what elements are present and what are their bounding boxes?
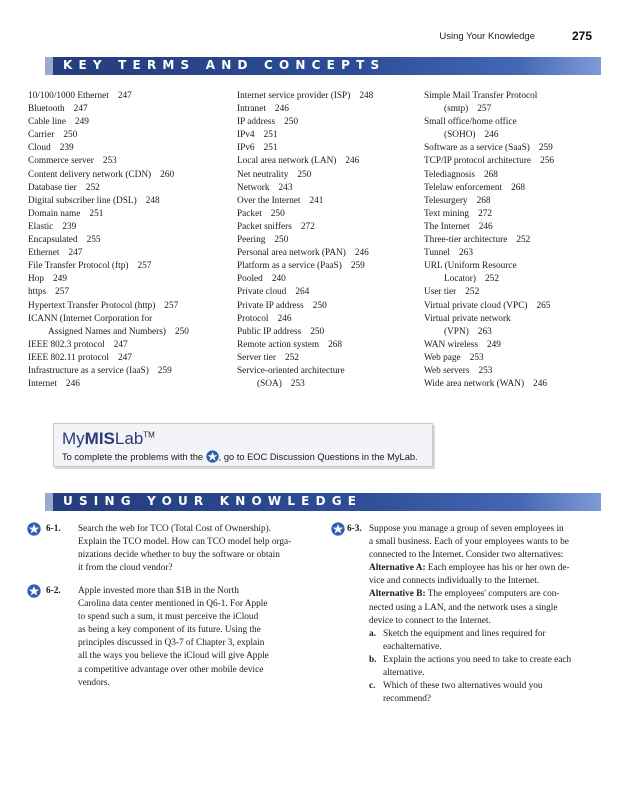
term-entry	[424, 378, 554, 391]
text-line: Carolina data center mentioned in Q6-1. For Apple	[78, 599, 268, 610]
text-line: vendors.	[78, 677, 110, 688]
term-page: 247	[118, 352, 132, 363]
term-entry	[237, 116, 373, 129]
term-page: 250	[274, 235, 289, 246]
term-name: Over the Internet	[237, 195, 301, 206]
term-page: 257	[137, 261, 152, 272]
term-entry	[424, 365, 554, 378]
term-entry	[28, 313, 189, 326]
term-entry	[28, 365, 189, 378]
term-name: Software as a service (SaaS)	[424, 143, 530, 154]
alternative-text: vice and connects individually to the Internet.	[369, 576, 540, 587]
page-number: 275	[571, 29, 592, 43]
term-name: Private cloud	[237, 287, 287, 298]
question-number: 6-3.	[347, 524, 362, 534]
term-entry	[424, 116, 554, 129]
sub-question-text: Which of these two alternatives would you	[383, 681, 543, 692]
term-name: Simple Mail Transfer Protocol	[424, 91, 538, 101]
term-page: 255	[86, 235, 101, 246]
term-page: 246	[484, 130, 499, 141]
sub-question	[369, 628, 593, 654]
term-name: Telediagnosis	[424, 169, 475, 180]
text-line: to spend such a sum, it must perceive the iCloud	[78, 612, 259, 623]
term-entry	[237, 326, 373, 339]
term-page: 259	[157, 365, 172, 376]
term-page: 246	[478, 221, 493, 232]
term-page: 268	[328, 339, 343, 350]
term-page: 260	[160, 169, 175, 180]
term-page: 252	[85, 182, 100, 193]
text-line: all the ways you believe the iCloud will give Apple	[78, 651, 269, 662]
term-entry	[237, 273, 373, 286]
text-line: it from the cloud vendor?	[78, 563, 173, 574]
term-name: Database tier	[28, 182, 77, 193]
term-page: 268	[511, 182, 526, 193]
term-page: 264	[295, 287, 310, 298]
term-entry	[28, 339, 189, 352]
term-name: Tunnel	[424, 248, 451, 259]
key-terms-banner	[53, 57, 601, 75]
term-name: Hypertext Transfer Protocol (http)	[28, 300, 156, 311]
term-page: 239	[59, 143, 74, 154]
term-entry	[424, 352, 554, 365]
term-entry	[28, 352, 189, 365]
text-line: Explain the TCO model. How can TCO model help orga-	[78, 537, 292, 548]
term-page: 250	[297, 169, 312, 180]
term-entry	[424, 234, 554, 247]
term-page: 251	[263, 130, 278, 141]
term-name: Intranet	[237, 104, 266, 115]
term-page: 272	[478, 208, 493, 219]
term-entry	[237, 313, 373, 326]
term-page: 250	[63, 130, 78, 141]
term-page: 257	[55, 287, 70, 298]
term-page: 252	[516, 235, 531, 246]
term-name: Content delivery network (CDN)	[28, 169, 152, 180]
term-page: 250	[284, 117, 299, 128]
term-entry	[237, 142, 373, 155]
term-name: Domain name	[28, 208, 81, 219]
term-name: (SOHO)	[444, 130, 476, 141]
term-page: 247	[73, 104, 88, 115]
term-name: IP address	[237, 117, 276, 128]
term-name: IEEE 802.11 protocol	[28, 352, 109, 363]
term-entry	[28, 169, 189, 182]
term-name: Packet sniffers	[237, 221, 292, 232]
term-entry	[424, 195, 554, 208]
alternative-label: Alternative B:	[369, 589, 426, 600]
term-page: 268	[484, 169, 498, 180]
term-entry	[424, 313, 554, 326]
term-page: 252	[485, 274, 499, 285]
alternative-text: device to connect to the Internet.	[369, 615, 491, 626]
alternative-text: Each employee has his or her own de-	[425, 563, 570, 574]
term-entry	[237, 208, 373, 221]
page-header	[0, 30, 625, 44]
term-entry	[28, 90, 189, 103]
term-name: Web page	[424, 352, 461, 363]
term-entry	[424, 129, 554, 142]
term-name: (SOA)	[257, 379, 282, 390]
term-entry	[237, 155, 373, 168]
sub-question-text: Sketch the equipment and lines required for	[383, 628, 546, 639]
term-entry	[237, 234, 373, 247]
term-page: 253	[469, 352, 484, 363]
question-text	[369, 523, 593, 706]
term-page: 263	[477, 326, 492, 337]
term-entry	[28, 234, 189, 247]
term-entry	[424, 142, 554, 155]
term-entry	[28, 103, 189, 116]
term-entry	[237, 260, 373, 273]
term-page: 256	[540, 156, 555, 167]
term-page: 250	[270, 208, 285, 219]
term-name: Assigned Names and Numbers)	[48, 326, 166, 337]
term-name: WAN wireless	[424, 339, 478, 350]
mymislab-logo: MyMISLab™	[62, 429, 155, 448]
term-page: 253	[102, 156, 117, 167]
term-name: Pooled	[237, 274, 263, 285]
term-name: Server tier	[237, 352, 276, 363]
term-name: Bluetooth	[28, 104, 65, 115]
mylab-star-icon	[331, 522, 345, 536]
term-page: 250	[312, 300, 327, 311]
term-entry	[237, 182, 373, 195]
term-page: 246	[533, 379, 547, 390]
terms-column-1	[28, 90, 189, 391]
term-entry	[237, 339, 373, 352]
term-name: (VPN)	[444, 326, 469, 337]
term-page: 252	[284, 352, 299, 363]
term-entry	[28, 221, 189, 234]
term-name: Cable line	[28, 117, 66, 128]
sub-question-label: c.	[369, 681, 376, 692]
term-name: Elastic	[28, 221, 54, 232]
text-line: connected to the Internet. Consider two alternatives:	[369, 550, 564, 561]
term-name: Three-tier architecture	[424, 235, 508, 246]
term-entry	[28, 116, 189, 129]
term-entry	[28, 182, 189, 195]
term-entry	[28, 195, 189, 208]
term-page: 248	[145, 195, 160, 206]
term-entry	[237, 221, 373, 234]
term-entry	[424, 103, 554, 116]
text-line: a small business. Each of your employees wants to be	[369, 537, 569, 548]
term-page: 272	[300, 221, 315, 232]
term-name: Virtual private cloud (VPC)	[424, 300, 528, 311]
term-page: 243	[278, 182, 293, 193]
term-name: Packet	[237, 208, 262, 219]
sub-question-text: Explain the actions you need to take to create each	[383, 654, 572, 665]
term-page: 250	[310, 326, 325, 337]
term-page: 239	[62, 221, 77, 232]
term-name: Telelaw enforcement	[424, 182, 503, 193]
term-name: Internet service provider (ISP)	[237, 91, 351, 101]
term-name: Hop	[28, 274, 45, 285]
term-page: 250	[175, 326, 189, 337]
term-entry	[237, 195, 373, 208]
term-entry	[28, 155, 189, 168]
term-entry	[424, 155, 554, 168]
term-entry	[424, 326, 554, 339]
term-name: Text mining	[424, 208, 470, 219]
key-terms-heading: KEY TERMS AND CONCEPTS	[63, 58, 386, 72]
term-page: 246	[345, 156, 360, 167]
term-name: IPv6	[237, 143, 255, 154]
term-entry	[28, 286, 189, 299]
sub-question-text: recommend?	[383, 694, 432, 705]
header-title: Using Your Knowledge	[439, 31, 535, 42]
term-name: The Internet	[424, 221, 470, 232]
term-page: 257	[164, 300, 179, 311]
term-page: 253	[290, 379, 305, 390]
term-name: Commerce server	[28, 156, 94, 167]
term-name: Protocol	[237, 313, 269, 324]
term-name: Net neutrality	[237, 169, 289, 180]
term-entry	[424, 300, 554, 313]
term-entry	[424, 286, 554, 299]
question-text	[78, 585, 322, 690]
term-name: (smtp)	[444, 104, 469, 115]
term-page: 246	[354, 248, 369, 259]
term-page: 248	[359, 91, 374, 101]
term-name: Encapsulated	[28, 235, 78, 246]
text-line: principles discussed in Q3-7 of Chapter 3, explain	[78, 638, 265, 649]
term-entry	[424, 182, 554, 195]
term-name: Infrastructure as a service (IaaS)	[28, 365, 149, 376]
mylab-star-icon	[27, 522, 41, 536]
alternative-text: The employees' computers are con-	[425, 589, 560, 600]
text-line: Suppose you manage a group of seven employees in	[369, 524, 564, 534]
term-page: 251	[263, 143, 278, 154]
term-entry	[424, 273, 554, 286]
alternative-line	[369, 588, 593, 601]
term-entry	[28, 142, 189, 155]
term-entry	[28, 273, 189, 286]
term-page: 259	[350, 261, 365, 272]
sub-question-text: alternative.	[383, 668, 425, 679]
term-page: 247	[68, 248, 83, 259]
question-number: 6-2.	[46, 586, 61, 596]
term-page: 252	[465, 287, 480, 298]
term-page: 246	[274, 104, 289, 115]
term-name: Internet	[28, 379, 57, 390]
term-name: Local area network (LAN)	[237, 156, 337, 167]
term-entry	[28, 300, 189, 313]
term-entry	[237, 286, 373, 299]
term-entry	[237, 103, 373, 116]
using-knowledge-heading: USING YOUR KNOWLEDGE	[63, 494, 363, 508]
mylab-star-icon	[206, 450, 219, 463]
term-entry	[424, 221, 554, 234]
question-text	[78, 523, 322, 575]
term-name: TCP/IP protocol architecture	[424, 156, 532, 167]
sub-question-label: b.	[369, 654, 377, 665]
term-name: Virtual private network	[424, 313, 511, 324]
term-entry	[28, 247, 189, 260]
sub-question	[369, 654, 593, 680]
term-page: 240	[271, 274, 286, 285]
alternative-line	[369, 562, 593, 575]
term-page: 251	[89, 208, 104, 219]
term-name: IPv4	[237, 130, 255, 141]
term-name: Service-oriented architecture	[237, 365, 345, 376]
text-line: a competitive advantage over other mobile device	[78, 664, 264, 675]
term-entry	[28, 260, 189, 273]
term-name: ICANN (Internet Corporation for	[28, 313, 153, 324]
term-page: 268	[476, 195, 491, 206]
text-line: Apple invested more than $1B in the North	[78, 586, 239, 596]
term-page: 246	[277, 313, 292, 324]
mymislab-instructions: To complete the problems with the , go to EOC Discussion Questions in the MyLab.	[62, 452, 418, 462]
term-name: Small office/home office	[424, 117, 517, 128]
term-name: Cloud	[28, 143, 51, 154]
term-entry	[237, 378, 373, 391]
term-entry	[424, 208, 554, 221]
using-knowledge-banner	[53, 493, 601, 511]
term-entry	[237, 352, 373, 365]
term-entry	[424, 339, 554, 352]
sub-question-label: a.	[369, 628, 376, 639]
alternative-label: Alternative A:	[369, 563, 426, 574]
term-name: User tier	[424, 287, 457, 298]
term-entry	[237, 365, 373, 378]
term-entry	[237, 129, 373, 142]
term-name: Wide area network (WAN)	[424, 379, 525, 390]
term-page: 265	[536, 300, 551, 311]
terms-column-3	[424, 90, 554, 391]
sub-question	[369, 680, 593, 706]
term-name: Personal area network (PAN)	[237, 248, 346, 259]
term-name: https	[28, 287, 47, 298]
term-name: Network	[237, 182, 270, 193]
term-name: Private IP address	[237, 300, 304, 311]
term-page: 249	[486, 339, 501, 350]
term-page: 246	[65, 379, 80, 390]
alternative-text: nected using a LAN, and the network uses a single	[369, 602, 558, 613]
term-page: 249	[74, 117, 89, 128]
term-entry	[424, 169, 554, 182]
term-entry	[237, 300, 373, 313]
term-name: URL (Uniform Resource	[424, 261, 517, 272]
term-page: 263	[459, 248, 473, 259]
term-page: 247	[113, 339, 128, 350]
term-name: Platform as a service (PaaS)	[237, 261, 342, 272]
term-entry	[28, 129, 189, 142]
term-name: Digital subscriber line (DSL)	[28, 195, 137, 206]
text-line: as being a key component of its future. Using the	[78, 625, 261, 636]
term-name: Carrier	[28, 130, 55, 141]
term-page: 259	[538, 143, 553, 154]
term-name: 10/100/1000 Ethernet	[28, 91, 109, 101]
term-page: 241	[309, 195, 324, 206]
term-page: 247	[117, 91, 132, 101]
term-entry	[28, 208, 189, 221]
term-entry	[424, 260, 554, 273]
term-entry	[237, 169, 373, 182]
question-number: 6-1.	[46, 524, 61, 534]
text-line: nizations decide whether to buy the software or obtain	[78, 550, 280, 561]
term-name: Locator)	[444, 274, 477, 285]
term-page: 257	[477, 104, 492, 115]
mymislab-box	[53, 423, 433, 467]
term-entry	[237, 90, 373, 103]
term-name: Public IP address	[237, 326, 302, 337]
text-line: Search the web for TCO (Total Cost of Ownership).	[78, 524, 272, 534]
term-page: 253	[478, 365, 493, 376]
term-name: Web servers	[424, 365, 470, 376]
term-entry	[424, 247, 554, 260]
sub-question-text: eachalternative.	[383, 641, 442, 652]
term-name: Remote action system	[237, 339, 320, 350]
term-name: IEEE 802.3 protocol	[28, 339, 105, 350]
term-name: File Transfer Protocol (ftp)	[28, 261, 129, 272]
mylab-star-icon	[27, 584, 41, 598]
term-entry	[424, 90, 554, 103]
term-name: Peering	[237, 235, 266, 246]
terms-column-2	[237, 90, 373, 391]
term-page: 249	[53, 274, 67, 285]
term-name: Ethernet	[28, 248, 60, 259]
term-entry	[28, 378, 189, 391]
term-entry	[28, 326, 189, 339]
term-entry	[237, 247, 373, 260]
term-name: Telesurgery	[424, 195, 468, 206]
